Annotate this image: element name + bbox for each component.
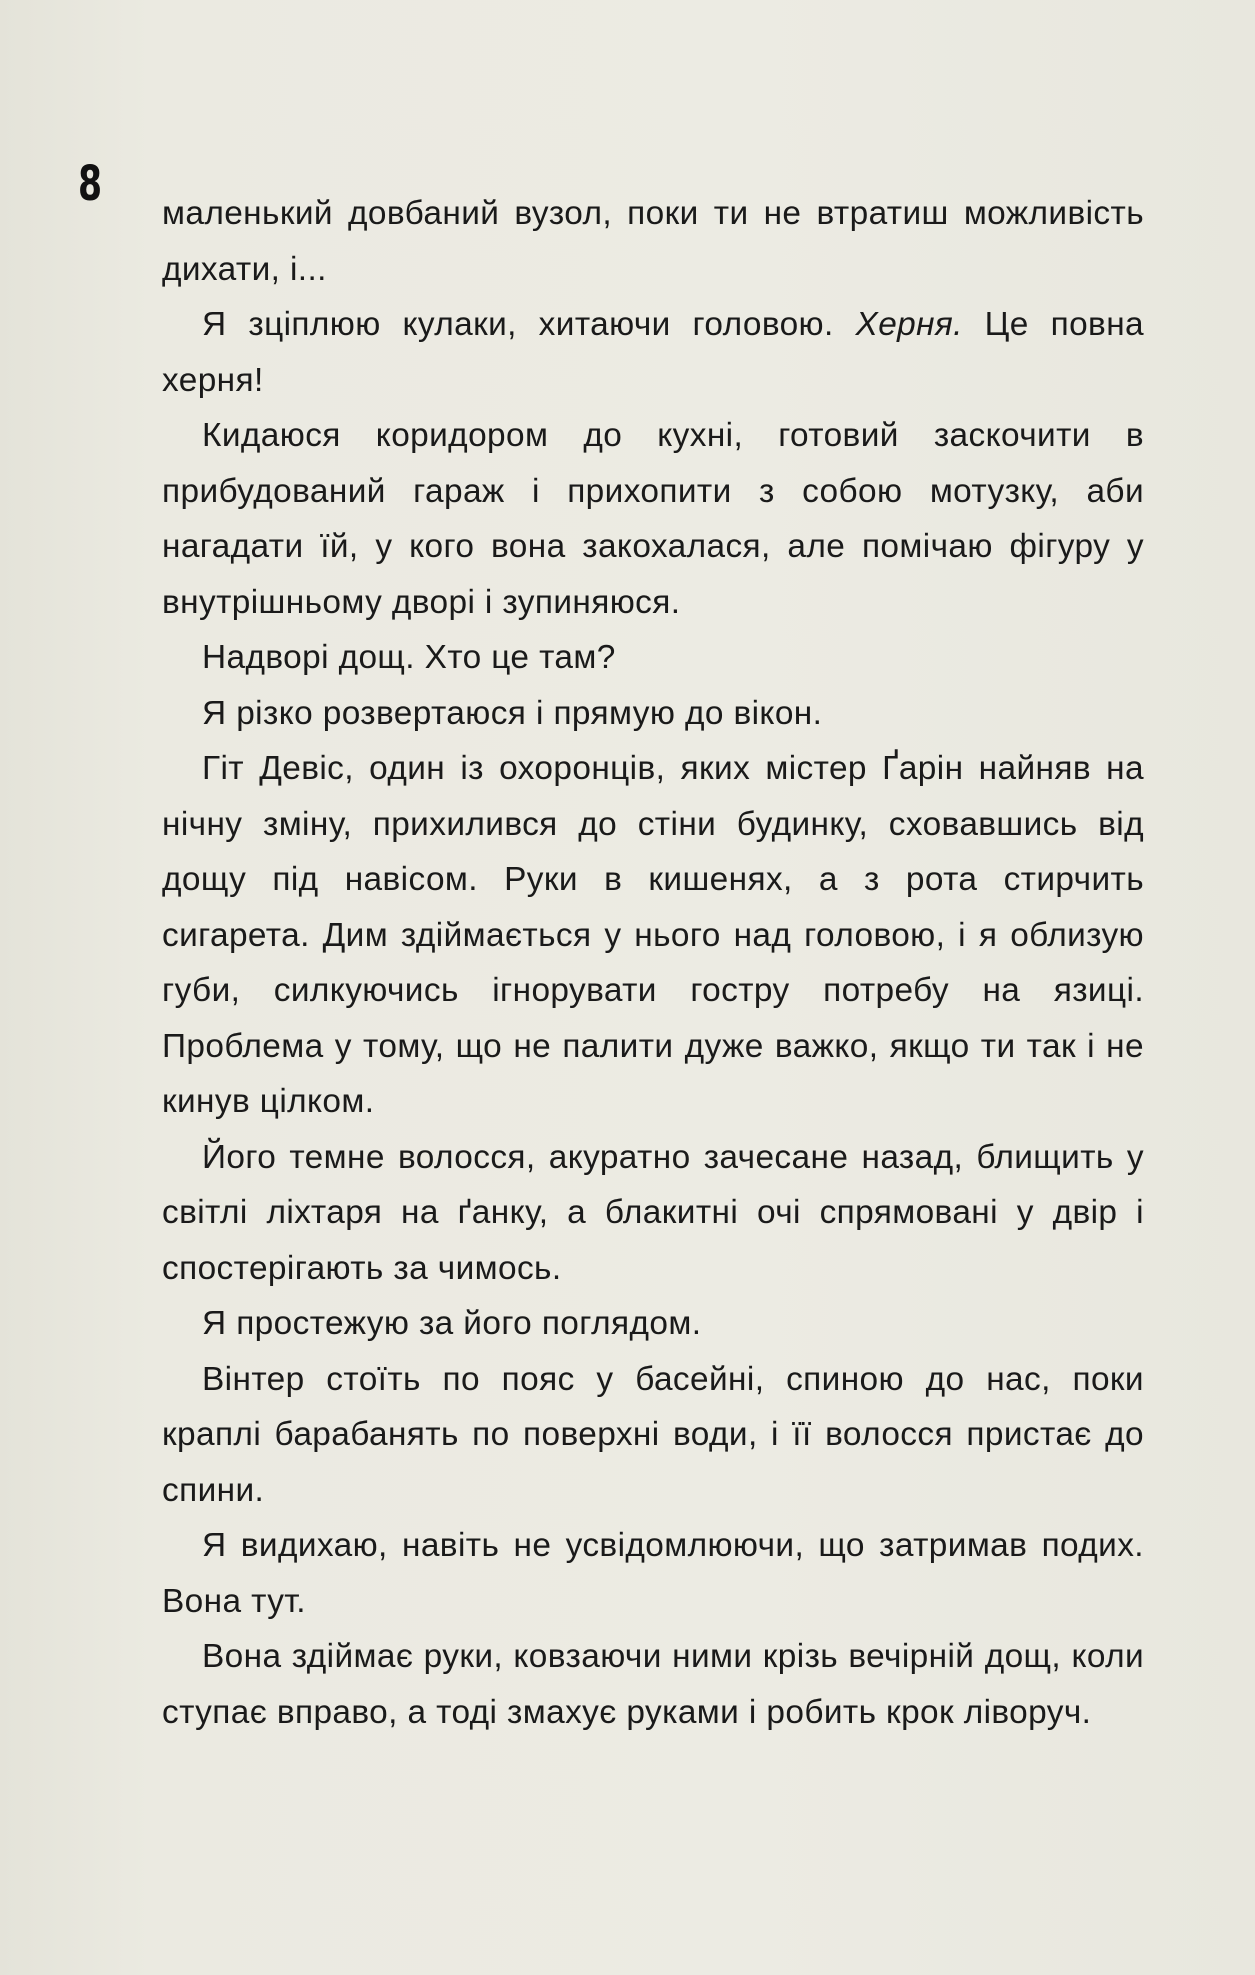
paragraph — [162, 408, 1144, 630]
paragraph — [162, 741, 1144, 1130]
text-run: Я простежую за його поглядом. — [202, 1305, 702, 1342]
paragraph — [162, 297, 1144, 408]
page-number: 8 — [78, 156, 103, 212]
text-run: Кидаюся коридором до кухні, готовий заскочити в прибудований гараж і прихопити з собою мотузку, аби нагадати їй, у кого вона закохалася, але помічаю фігуру у внутрішньому дворі і зупиняюся. — [162, 417, 1144, 621]
paragraph — [162, 1296, 1144, 1352]
paragraph — [162, 1130, 1144, 1297]
body-text — [162, 186, 1144, 1740]
paragraph — [162, 1352, 1144, 1519]
text-run: маленький довбаний вузол, поки ти не втратиш можливість дихати, і... — [162, 195, 1144, 288]
text-run: Вона здіймає руки, ковзаючи ними крізь вечірній дощ, коли ступає вправо, а тоді змахує руками і робить крок ліворуч. — [162, 1638, 1144, 1731]
paragraph — [162, 630, 1144, 686]
paragraph — [162, 1518, 1144, 1629]
paragraph — [162, 1629, 1144, 1740]
text-run: Гіт Девіс, один із охоронців, яких містер Ґарін найняв на нічну зміну, прихилився до стіни будинку, сховавшись від дощу під навісом. Руки в кишенях, а з рота стирчить сигарета. Дим здіймається у нього над головою, і я облизую губи, силкуючись ігнорувати гостру потребу на язиці. Проблема у тому, що не палити дуже важко, якщо ти так і не кинув цілком. — [162, 750, 1144, 1120]
text-run: Я зціплюю кулаки, хитаючи головою. — [202, 306, 856, 343]
italic-text: Херня. — [855, 306, 963, 343]
text-run: Я видихаю, навіть не усвідомлюючи, що затримав подих. Вона тут. — [162, 1527, 1144, 1620]
text-run: Це повна херня! — [162, 306, 1144, 399]
paragraph — [162, 686, 1144, 742]
text-run: Вінтер стоїть по пояс у басейні, спиною до нас, поки краплі барабанять по поверхні води, і її волосся пристає до спини. — [162, 1360, 1144, 1509]
text-run: Його темне волосся, акуратно зачесане назад, блищить у світлі ліхтаря на ґанку, а блакитні очі спрямовані у двір і спостерігають за чимось. — [162, 1138, 1144, 1287]
paragraph — [162, 186, 1144, 297]
text-run: Я різко розвертаюся і прямую до вікон. — [202, 694, 823, 732]
text-run: Надворі дощ. Хто це там? — [202, 639, 616, 676]
